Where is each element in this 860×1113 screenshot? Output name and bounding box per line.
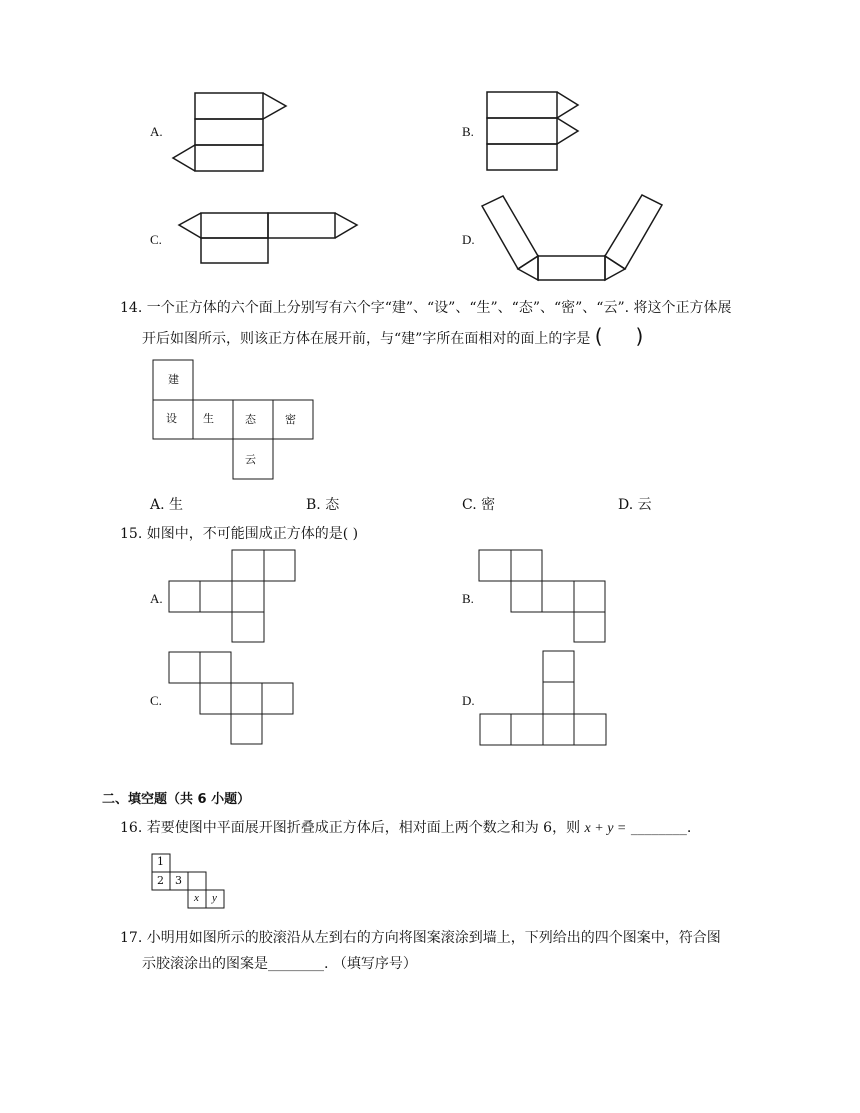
q13-option-d-figure	[478, 193, 668, 283]
section2-heading: 二、填空题（共 6 小题）	[102, 792, 251, 807]
q14-cell-jian: 建	[168, 373, 179, 386]
q14-paren-close: )	[635, 324, 644, 348]
q15-option-a-figure	[168, 549, 298, 644]
q14-text-line2: 开后如图所示，则该正方体在展开前，与“建”字所在面相对的面上的字是	[142, 331, 591, 347]
q14-answer-d: D. 云	[618, 497, 652, 513]
q13-option-a-figure	[170, 90, 295, 175]
q13-option-a-label: A.	[150, 124, 163, 139]
q16-math: x + y =	[584, 821, 627, 836]
q16-cell-1: 1	[157, 855, 164, 868]
q16-cell-3: 3	[175, 874, 182, 887]
q14-answer-c: C. 密	[462, 497, 496, 513]
q15-option-c-label: C.	[150, 693, 162, 708]
q17-text-line2: 示胶滚涂出的图案是________. （填写序号）	[142, 956, 417, 972]
q15-option-b-figure	[478, 549, 608, 644]
q17-text-line1: 17. 小明用如图所示的胶滚沿从左到右的方向将图案滚涂到墙上，下列给出的四个图案中，符合图	[120, 930, 721, 946]
q14-paren-open: (	[594, 324, 603, 348]
q16-cell-x: x	[194, 892, 199, 904]
q16-text: 16. 若要使图中平面展开图折叠成正方体后，相对面上两个数之和为 6，则	[120, 820, 581, 836]
q14-cell-she: 设	[166, 412, 177, 425]
q14-cell-sheng: 生	[203, 412, 214, 425]
q13-option-c-figure	[175, 208, 365, 268]
q15-text: 15. 如图中，不可能围成正方体的是( )	[120, 526, 359, 542]
q15-option-b-label: B.	[462, 591, 474, 606]
q15-option-a-label: A.	[150, 591, 163, 606]
q15-option-c-figure	[168, 651, 298, 746]
q13-option-b-figure	[485, 90, 585, 175]
q16-blank: ________.	[630, 820, 692, 836]
q15-option-d-figure	[478, 650, 610, 747]
q14-answer-b: B. 态	[306, 497, 340, 513]
q14-text-line1: 14. 一个正方体的六个面上分别写有六个字“建”、“设”、“生”、“态”、“密”、“云”. 将这个正方体展	[120, 300, 732, 316]
q14-cell-tai: 态	[245, 413, 256, 426]
q14-cell-mi: 密	[285, 413, 296, 426]
q14-cell-yun: 云	[245, 453, 256, 466]
q15-option-d-label: D.	[462, 693, 475, 708]
q13-option-d-label: D.	[462, 232, 475, 247]
q16-cell-y: y	[212, 892, 217, 904]
q14-answer-a: A. 生	[150, 497, 184, 513]
q13-option-c-label: C.	[150, 232, 162, 247]
q13-option-b-label: B.	[462, 124, 474, 139]
q16-cell-2: 2	[157, 874, 164, 887]
